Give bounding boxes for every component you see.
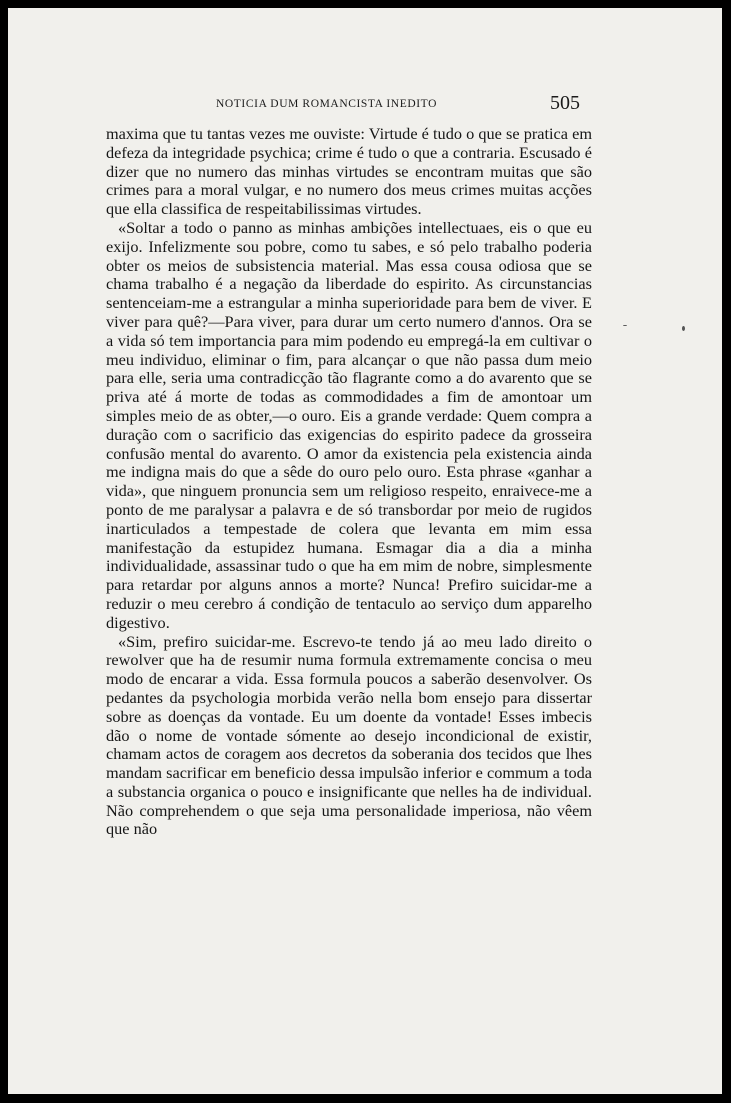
page-number: 505 [550,92,580,114]
paper-speck [623,325,627,326]
page-header [8,92,722,116]
paragraph: «Soltar a todo o panno as minhas ambições intellectuaes, eis o que eu exijo. Infelizmente sou pobre, como tu sabes, e só pelo trabalho poderia obter os meios de subsistencia material. Mas essa cousa odiosa que se chama trabalho é a negação da liberdade do espirito. As circunstancias sentenceiam-me a estrangular a minha superioridade para bem de viver. E viver para quê?—Para viver, para durar um certo numero d'annos. Ora se a vida só tem importancia para mim podendo eu empregá-la em cultivar o meu individuo, eliminar o fim, para alcançar o que não passa dum meio para elle, seria uma contradicção tão flagrante como a do avarento que se priva até á morte de todas as commodidades a fim de amontoar um simples meio de as obter,—o ouro. Eis a grande verdade: Quem compra a duração com o sacrificio das exigencias do espirito padece da grosseira confusão mental do avarento. O amor da existencia pela existencia ainda me indigna mais do que a sêde do ouro pelo ouro. Esta phrase «ganhar a vida», que ninguem pronuncia sem um religioso respeito, enraivece-me a ponto de me paralysar a palavra e de só transbordar por meio de rugidos inarticulados a tempestade de colera que levanta em mim essa manifestação da estupidez humana. Esmagar dia a dia a minha individualidade, assassinar tudo o que ha em mim de nobre, simplesmente para retardar por alguns annos a morte? Nunca! Prefiro suicidar-me a reduzir o meu cerebro á condição de tentaculo ao serviço dum apparelho digestivo. [106,217,592,632]
paper-speck [682,326,685,331]
book-page [8,8,722,1094]
paragraph: maxima que tu tantas vezes me ouviste: Virtude é tudo o que se pratica em defeza da integridade psychica; crime é tudo o que a contraria. Escusado é dizer que no numero das minhas virtudes se encontram muitas que são crimes para a moral vulgar, e no numero dos meus crimes muitas acções que ella classifica de respeitabilissimas virtudes. [106,124,592,219]
paragraph: «Sim, prefiro suicidar-me. Escrevo-te tendo já ao meu lado direito o rewolver que ha de resumir numa formula extremamente concisa o meu modo de encarar a vida. Essa formula poucos a saberão desenvolver. Os pedantes da psychologia morbida verão nella bom ensejo para dissertar sobre as doenças da vontade. Eu um doente da vontade! Esses imbecis dão o nome de vontade sómente ao desejo incondicional de existir, chamam actos de coragem aos decretos da soberania dos tecidos que lhes mandam sacrificar em beneficio dessa impulsão inferior e commum a toda a substancia organica o pouco e insignificante que nelles ha de individual. Não comprehendem o que seja uma personalidade imperiosa, não vêem que não [106,631,592,839]
body-text [106,125,592,839]
running-title: NOTICIA DUM ROMANCISTA INEDITO [216,98,437,110]
